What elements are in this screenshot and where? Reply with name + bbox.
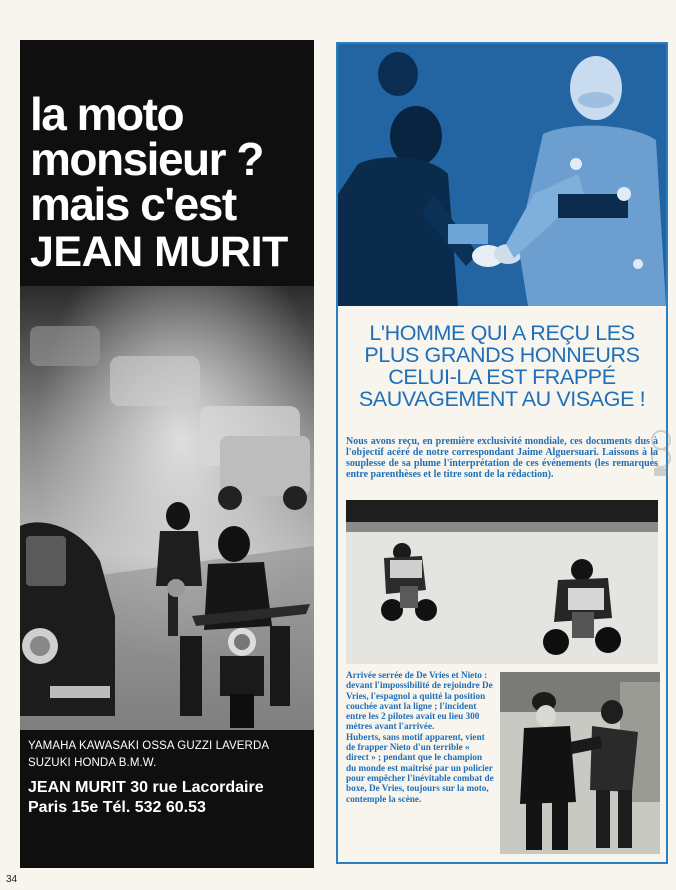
page-number: 34 — [6, 874, 18, 885]
ad-brand-list — [28, 738, 312, 772]
headline-line-2: PLUS GRANDS HONNEURS — [364, 343, 640, 367]
article-intro: Nous avons reçu, en première exclusivité mondiale, ces documents dus à l'objectif acéré de notre correspondant Jaime Alguersuari. Laissons à la souplesse de sa plume l'interprétation de ces événements (les remarques entre parenthèses et le titre sont de la rédaction). — [346, 436, 658, 480]
motorcycle-race-photo — [346, 500, 658, 664]
watermark-logo — [644, 428, 676, 478]
ad-title — [30, 88, 314, 277]
caption-paragraph-2: Huberts, sans motif apparent, vient de frapper Nieto d'un terrible « direct » ; pendant que le champion du monde est maîtrisé par un policier pour empêcher l'inévitable combat de boxe, De Vries, toujours sur la moto, contemple la scène. — [346, 731, 494, 804]
photo-caption — [346, 670, 494, 804]
ad-title-line-4: JEAN MURIT — [30, 228, 288, 276]
ad-title-line-2: monsieur ? — [30, 133, 263, 185]
ad-brands-line-2: SUZUKI HONDA B.M.W. — [28, 757, 157, 769]
headline-line-3: CELUI-LA EST FRAPPÉ — [388, 365, 616, 389]
article-headline — [338, 322, 666, 410]
headline-line-4: SAUVAGEMENT AU VISAGE ! — [358, 387, 646, 411]
ad-brands-line-1: YAMAHA KAWASAKI OSSA GUZZI LAVERDA — [28, 740, 270, 752]
ad-address-line-2: Paris 15e Tél. 532 60.53 — [28, 799, 206, 816]
ceremony-handshake-photo — [338, 44, 666, 306]
ad-address-line-1: JEAN MURIT 30 rue Lacordaire — [28, 779, 264, 796]
ad-address — [28, 778, 312, 818]
ad-title-line-3: mais c'est — [30, 178, 236, 230]
caption-paragraph-1: Arrivée serrée de De Vries et Nieto : devant l'impossibilité de rejoindre De Vries, l'espagnol a quitté la position couchée avant la ligne ; l'incident entre les 2 pilotes avait eu lieu 300 mètres avant l'arrivée. — [346, 670, 493, 732]
police-scuffle-photo — [500, 672, 660, 854]
ad-title-line-1: la moto — [30, 88, 184, 140]
motorcycle-street-photo — [20, 286, 314, 730]
headline-line-1: L'HOMME QUI A REÇU LES — [369, 321, 635, 345]
jean-murit-advertisement — [20, 40, 314, 868]
news-article — [336, 42, 668, 864]
